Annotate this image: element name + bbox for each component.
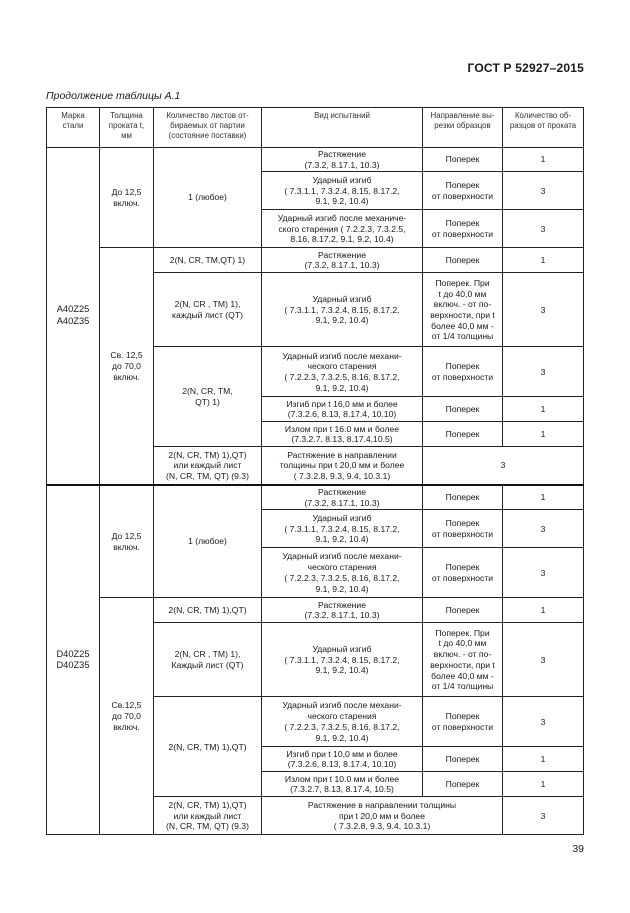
direction-cell: Поперек от поверхности (423, 548, 503, 598)
samples-cell: 1 (503, 422, 584, 447)
test-type-cell: Изгиб при t 10,0 мм и более (7.3.2.6, 8.13, 8.17.4, 10.10) (262, 747, 423, 772)
test-type-cell: Изгиб при t 16,0 мм и более (7.3.2.6, 8.13, 8.17.4, 10.10) (262, 397, 423, 422)
sheets-cell: 1 (любое) (154, 485, 262, 598)
test-type-cell: Растяжение в направлении толщины при t 20,0 мм и более ( 7.3.2.8, 9.3, 9.4, 10.3.1) (262, 797, 503, 835)
samples-cell: 3 (503, 273, 584, 347)
col-header-thickness: Толщина проката t, мм (100, 108, 154, 148)
direction-cell: Поперек от поверхности (423, 172, 503, 210)
col-header-samples: Количество об- разцов от проката (503, 108, 584, 148)
grade-cell: D40Z25 D40Z35 (47, 485, 100, 835)
sheets-cell: 2(N, CR, TM) 1),QT) (154, 598, 262, 623)
table-row (47, 485, 584, 510)
test-type-cell: Ударный изгиб после механи- ческого старения ( 7.2.2.3, 7.3.2.5, 8.16, 8.17.2, 9.1, 9.2, 10.4) (262, 347, 423, 397)
sheets-cell: 2(N, CR, TM) 1),QT) или каждый лист (N, CR, TM, QT) (9.3) (154, 447, 262, 485)
samples-cell: 3 (503, 510, 584, 548)
samples-cell: 1 (503, 747, 584, 772)
test-type-cell: Растяжение (7.3.2, 8.17.1, 10.3) (262, 598, 423, 623)
test-type-cell: Ударный изгиб после механи- ческого старения ( 7.2.2.3, 7.3.2.5, 8.16, 8.17.2, 9.1, 9.2, 10.4) (262, 548, 423, 598)
direction-cell: Поперек (423, 747, 503, 772)
table-caption: Продолжение таблицы А.1 (46, 90, 181, 102)
col-header-grade: Марка стали (47, 108, 100, 148)
thickness-cell: Св. 12,5 до 70,0 включ. (100, 248, 154, 485)
direction-cell: Поперек от поверхности (423, 697, 503, 747)
header-row (47, 108, 584, 148)
test-type-cell: Растяжение (7.3.2, 8.17.1, 10.3) (262, 485, 423, 510)
samples-cell: 3 (503, 623, 584, 697)
grade-cell: A40Z25 A40Z35 (47, 148, 100, 485)
direction-cell: Поперек (423, 248, 503, 273)
col-header-direction: Направление вы- резки образцов (423, 108, 503, 148)
direction-cell: Поперек (423, 772, 503, 797)
direction-cell: Поперек от поверхности (423, 510, 503, 548)
direction-cell: Поперек от поверхности (423, 210, 503, 248)
samples-cell: 3 (503, 172, 584, 210)
samples-cell: 1 (503, 598, 584, 623)
page-number: 39 (572, 843, 584, 855)
test-type-cell: Ударный изгиб ( 7.3.1.1, 7.3.2.4, 8.15, 8.17.2, 9.1, 9.2, 10.4) (262, 623, 423, 697)
test-type-cell: Растяжение (7.3.2, 8.17.1, 10.3) (262, 248, 423, 273)
thickness-cell: До 12,5 включ. (100, 485, 154, 598)
direction-cell: Поперек (423, 148, 503, 172)
samples-cell: 1 (503, 148, 584, 172)
direction-cell: Поперек от поверхности (423, 347, 503, 397)
test-type-cell: Излом при t 16.0 мм и более (7.3.2.7, 8.13, 8.17.4,10.5) (262, 422, 423, 447)
direction-cell: Поперек (423, 422, 503, 447)
sheets-cell: 2(N, CR, TM,QT) 1) (154, 248, 262, 273)
sheets-cell: 2(N, CR , TM) 1), Каждый лист (QT) (154, 623, 262, 697)
col-header-test-type: Вид испытаний (262, 108, 423, 148)
samples-cell: 3 (503, 797, 584, 835)
table-row (47, 148, 584, 172)
direction-cell: Поперек (423, 598, 503, 623)
direction-cell: Поперек (423, 397, 503, 422)
table-row (47, 248, 584, 273)
test-type-cell: Ударный изгиб ( 7.3.1.1, 7.3.2.4, 8.15, 8.17.2, 9.1, 9.2, 10.4) (262, 510, 423, 548)
test-type-cell: Ударный изгиб ( 7.3.1.1, 7.3.2.4, 8.15, 8.17.2, 9.1, 9.2, 10.4) (262, 273, 423, 347)
test-type-cell: Ударный изгиб после механиче- ского старения ( 7.2.2.3, 7.3.2.5, 8.16, 8.17.2, 9.1, 9.2, 10.4) (262, 210, 423, 248)
samples-cell: 1 (503, 397, 584, 422)
direction-cell: Поперек. При t до 40,0 мм включ. - от по- верхности, при t более 40,0 мм - от 1/4 толщины (423, 273, 503, 347)
sheets-cell: 1 (любое) (154, 148, 262, 248)
col-header-sheets: Количество листов от- бираемых от партии (состояние поставки) (154, 108, 262, 148)
test-type-cell: Ударный изгиб ( 7.3.1.1, 7.3.2.4, 8.15, 8.17.2, 9.1, 9.2, 10.4) (262, 172, 423, 210)
samples-cell: 3 (503, 548, 584, 598)
standard-id: ГОСТ Р 52927–2015 (467, 61, 584, 75)
sheets-cell: 2(N, CR , TM) 1), каждый лист (QT) (154, 273, 262, 347)
test-requirements-table (46, 107, 584, 835)
table-row (47, 598, 584, 623)
samples-cell: 3 (503, 347, 584, 397)
sheets-cell: 2(N, CR, TM, QT) 1) (154, 347, 262, 447)
samples-cell: 1 (503, 772, 584, 797)
sheets-cell: 2(N, CR, TM) 1),QT) или каждый лист (N, CR, TM, QT) (9.3) (154, 797, 262, 835)
thickness-cell: Св.12,5 до 70,0 включ. (100, 598, 154, 835)
test-type-cell: Растяжение в направлении толщины при t 20,0 мм и более ( 7.3.2.8, 9.3, 9.4, 10.3.1) (262, 447, 423, 485)
samples-cell: 3 (423, 447, 584, 485)
samples-cell: 3 (503, 210, 584, 248)
test-type-cell: Излом при t 10.0 мм и более (7.3.2.7, 8.13, 8.17.4, 10.5) (262, 772, 423, 797)
direction-cell: Поперек. При t до 40,0 мм включ. - от по- верхности, при t более 40,0 мм - от 1/4 толщины (423, 623, 503, 697)
direction-cell: Поперек (423, 485, 503, 510)
thickness-cell: До 12,5 включ. (100, 148, 154, 248)
sheets-cell: 2(N, CR, TM) 1),QT) (154, 697, 262, 797)
samples-cell: 3 (503, 697, 584, 747)
test-type-cell: Растяжение (7.3.2, 8.17.1, 10.3) (262, 148, 423, 172)
test-type-cell: Ударный изгиб после механи- ческого старения ( 7.2.2.3, 7.3.2.5, 8.16, 8.17.2, 9.1, 9.2, 10.4) (262, 697, 423, 747)
samples-cell: 1 (503, 248, 584, 273)
samples-cell: 1 (503, 485, 584, 510)
